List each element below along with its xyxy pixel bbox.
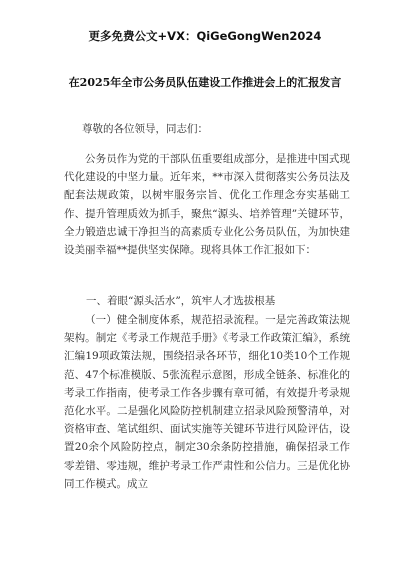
watermark-text: 更多免费公文+VX：QiGeGongWen2024 — [88, 29, 322, 43]
greeting: 尊敬的各位领导，同志们： — [82, 123, 208, 135]
section-heading: 一、着眼“源头活水”，筑牢人才选拔根基 — [86, 295, 276, 307]
paragraph-body: （一）健全制度体系，规范招录流程。一是完善政策法规架构。制定《考录工作规范手册》《考录工作政策汇编》，系统汇编19项政策法规，围绕招录各环节，细化10类10个工作规范、47个标准模版、5张流程示意图，形成全链条、标准化的考录工作指南，使考录工作各步骤有章可循，有效提升考录规范化水平。二是强化风险防控机制建立招录风险预警清单，对资格审查、笔试组织、面试实施等关键环节进行风险评估，设置20余个风险防控点，制定30余条防控措施，确保招录工作零差错、零违规，维护考录工作严肃性和公信力。三是优化协同工作模式。成立 — [64, 314, 350, 490]
document-title: 在2025年全市公务员队伍建设工作推进会上的汇报发言 — [68, 76, 342, 89]
paragraph-intro: 公务员作为党的干部队伍重要组成部分，是推进中国式现代化建设的中坚力量。近年来，**市深入贯彻落实公务员法及配套法规政策，以树牢服务宗旨、优化工作理念夯实基础工作、提升管理质效为抓手，聚焦“源头、培养管理”关键环节，全力锻造忠诚干净担当的高素质专业化公务员队伍，为加快建设美丽幸福**提供坚实保障。现将具体工作汇报如下： — [64, 153, 350, 257]
